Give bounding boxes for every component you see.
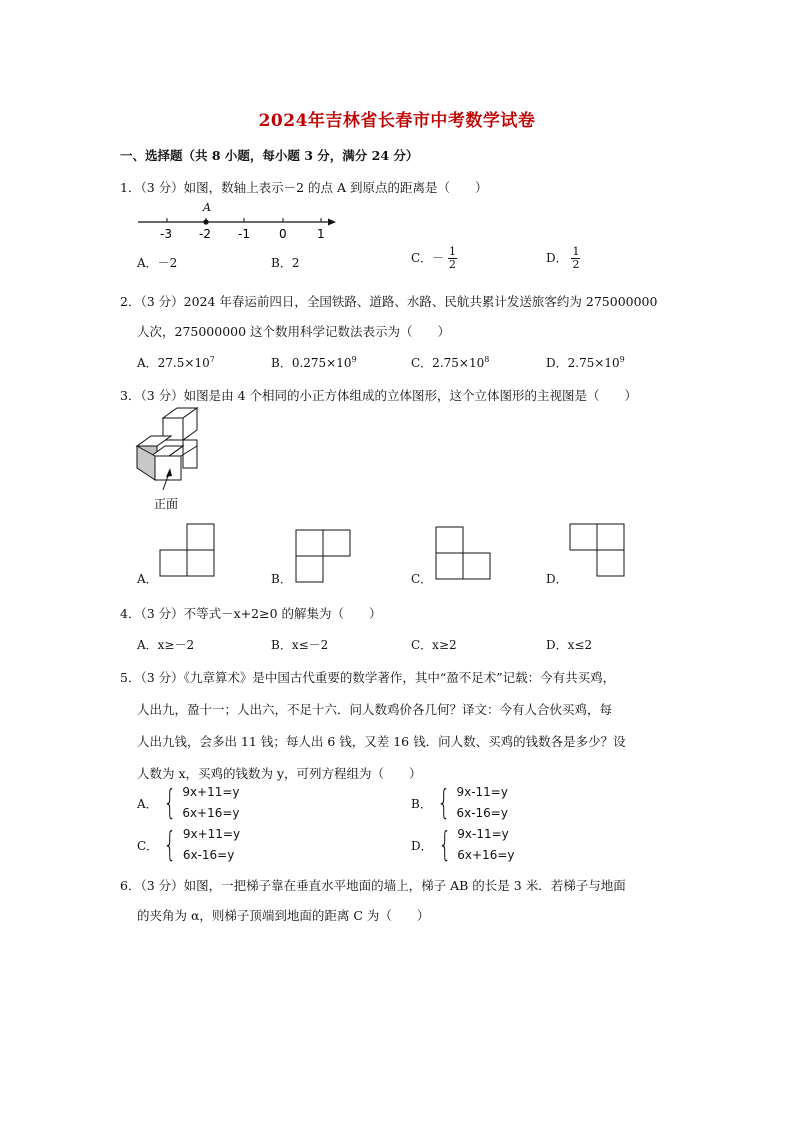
equation: 6x-16=y bbox=[182, 848, 235, 862]
brace-icon: { bbox=[437, 783, 451, 823]
q3-option-c[interactable]: C． bbox=[411, 572, 433, 586]
fraction: $\frac{1}{2}$ bbox=[449, 245, 457, 271]
q2-option-c[interactable]: C．$2.75\times 10^8$ bbox=[411, 355, 490, 370]
tick-label: -2 bbox=[199, 227, 211, 241]
q5-option-c[interactable] bbox=[137, 824, 240, 866]
q1-option-c-prefix: C．－ bbox=[411, 251, 445, 265]
q3-option-b-view bbox=[296, 530, 350, 582]
q4-option-d[interactable]: D．x≤2 bbox=[546, 638, 593, 652]
equation: 9x-11=y bbox=[456, 785, 508, 799]
point-a-label: A bbox=[203, 201, 211, 214]
equation: 9x-11=y bbox=[457, 827, 509, 841]
q1-option-d-prefix: D． bbox=[546, 251, 568, 265]
q5-stem-line3: 人出九钱，会多出 11 钱；每人出 6 钱，又差 16 钱．问人数、买鸡的钱数各是多少？设 bbox=[137, 734, 626, 749]
brace-icon: { bbox=[163, 825, 177, 865]
q2-option-b[interactable]: B．$0.275\times 10^9$ bbox=[271, 355, 357, 370]
q2-stem-line2: 人次，275000000 这个数用科学记数法表示为（ ） bbox=[137, 324, 451, 339]
q5-stem-line4: 人数为 x，买鸡的钱数为 y，可列方程组为（ ） bbox=[137, 766, 422, 781]
option-letter: B． bbox=[411, 796, 432, 811]
brace-icon: { bbox=[163, 783, 176, 823]
q4-option-b[interactable]: B．x≤－2 bbox=[271, 638, 329, 652]
q5-option-a[interactable] bbox=[137, 782, 240, 824]
q3-option-a-view bbox=[160, 524, 214, 576]
tick-label: 0 bbox=[279, 227, 287, 241]
equation: 6x+16=y bbox=[457, 848, 515, 862]
q4-option-c[interactable]: C．x≥2 bbox=[411, 638, 457, 652]
q4-stem: 4．（3 分）不等式－x+2≥0 的解集为（ ） bbox=[120, 606, 382, 621]
q2-stem-line1: 2．（3 分）2024 年春运前四日，全国铁路、道路、水路、民航共累计发送旅客约为 275000000 bbox=[120, 294, 658, 309]
equation: 6x+16=y bbox=[182, 806, 240, 820]
equation: 9x+11=y bbox=[182, 785, 240, 799]
q5-option-d[interactable] bbox=[411, 824, 514, 866]
q1-option-a[interactable]: A．－2 bbox=[137, 256, 178, 270]
q5-option-b[interactable] bbox=[411, 782, 508, 824]
brace-icon: { bbox=[437, 825, 451, 865]
tick-label: 1 bbox=[317, 227, 325, 241]
q5-stem-line2: 人出九，盈十一；人出六，不足十六．问人数鸡价各几何？译文：今有人合伙买鸡，每 bbox=[137, 702, 613, 717]
q3-option-a[interactable]: A． bbox=[137, 572, 158, 586]
front-label: 正面 bbox=[154, 497, 179, 511]
tick-label: -1 bbox=[238, 227, 250, 241]
q1-option-b[interactable]: B．2 bbox=[271, 256, 300, 270]
option-letter: D． bbox=[411, 838, 433, 853]
option-letter: A． bbox=[137, 796, 158, 811]
q6-stem-line1: 6．（3 分）如图，一把梯子靠在垂直水平地面的墙上，梯子 AB 的长是 3 米．若梯子与地面 bbox=[120, 878, 626, 893]
fraction: $\frac{1}{2}$ bbox=[572, 245, 580, 271]
q4-option-a[interactable]: A．x≥－2 bbox=[137, 638, 195, 652]
q3-option-d[interactable]: D． bbox=[546, 572, 568, 586]
exam-title: 2024年吉林省长春市中考数学试卷 bbox=[258, 111, 536, 131]
q3-option-d-view bbox=[570, 524, 624, 576]
q1-stem: 1．（3 分）如图，数轴上表示－2 的点 A 到原点的距离是（ ） bbox=[120, 180, 488, 195]
q3-option-b[interactable]: B． bbox=[271, 572, 292, 586]
q3-stem: 3．（3 分）如图是由 4 个相同的小正方体组成的立体图形，这个立体图形的主视图是（ ） bbox=[120, 388, 638, 403]
tick-label: -3 bbox=[160, 227, 172, 241]
q5-stem-line1: 5．（3 分）《九章算术》是中国古代重要的数学著作，其中“盈不足术”记载：今有共买鸡， bbox=[120, 670, 616, 685]
q2-option-a[interactable]: A．$27.5\times 10^7$ bbox=[137, 355, 215, 370]
q6-stem-line2: 的夹角为 α，则梯子顶端到地面的距离 C 为（ ） bbox=[137, 908, 430, 923]
q2-option-d[interactable]: D．$2.75\times 10^9$ bbox=[546, 355, 625, 370]
option-letter: C． bbox=[137, 838, 159, 853]
equation: 6x-16=y bbox=[456, 806, 508, 820]
q3-option-c-view bbox=[436, 527, 490, 579]
section-heading: 一、选择题（共 8 小题，每小题 3 分，满分 24 分） bbox=[120, 148, 419, 163]
equation: 9x+11=y bbox=[182, 827, 241, 841]
